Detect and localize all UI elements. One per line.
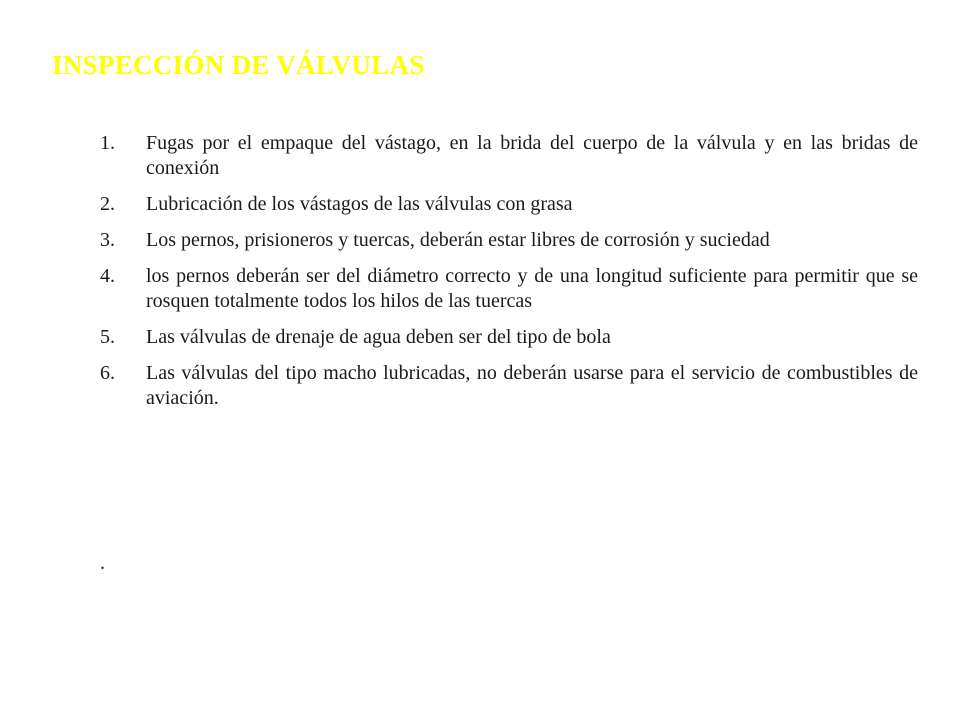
list-item-text: los pernos deberán ser del diámetro correcto y de una longitud suficiente para permitir que se rosquen totalmente todos los hilos de las tuercas (146, 265, 918, 312)
list-item-text: Los pernos, prisioneros y tuercas, deberán estar libres de corrosión y suciedad (146, 229, 770, 251)
list-item-number: 6. (100, 362, 115, 384)
list-item-text: Las válvulas del tipo macho lubricadas, no deberán usarse para el servicio de combustibles de aviación. (146, 362, 918, 409)
list-item-text: Fugas por el empaque del vástago, en la brida del cuerpo de la válvula y en las bridas de conexión (146, 132, 918, 179)
list-item-number: 5. (100, 326, 115, 348)
list-item-text: Las válvulas de drenaje de agua deben ser del tipo de bola (146, 326, 611, 348)
list-item (100, 361, 918, 411)
list-item-number: 1. (100, 132, 115, 154)
list-item (100, 228, 918, 253)
list-item-number: 2. (100, 193, 115, 215)
inspection-list (100, 131, 918, 422)
list-item (100, 131, 918, 181)
list-item-number: 3. (100, 229, 115, 251)
list-item (100, 264, 918, 314)
list-item (100, 192, 918, 217)
list-item-text: Lubricación de los vástagos de las válvulas con grasa (146, 193, 573, 215)
list-item (100, 325, 918, 350)
list-item-number: 4. (100, 265, 115, 287)
slide-title: INSPECCIÓN DE VÁLVULAS (52, 50, 425, 80)
trailing-mark: . (100, 552, 105, 574)
